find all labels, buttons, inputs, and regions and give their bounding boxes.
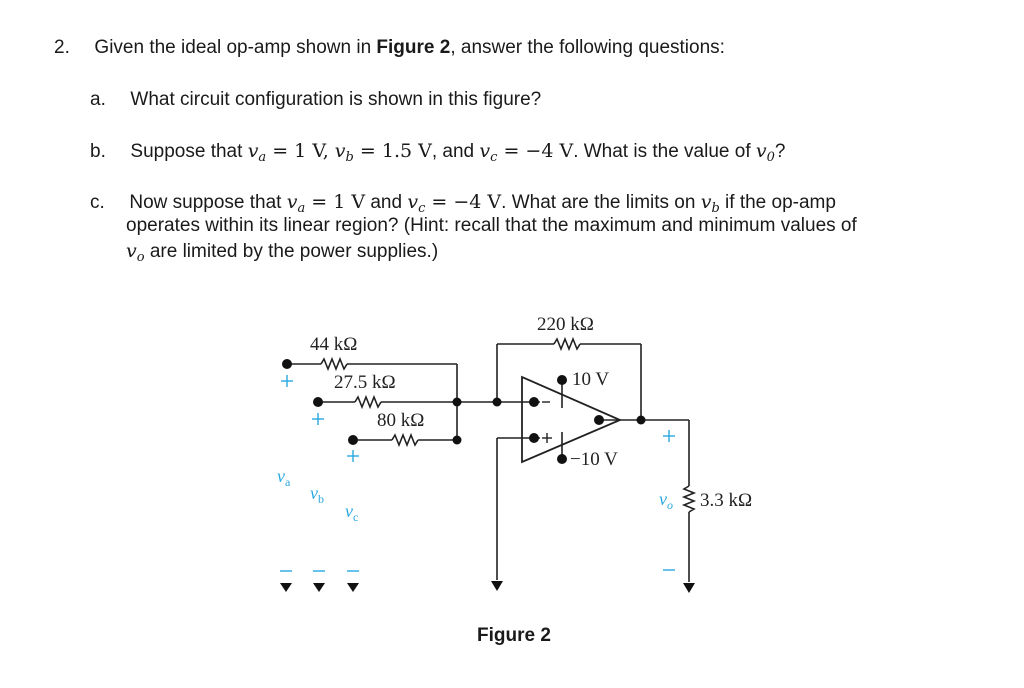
- noninverting-input-node: [529, 433, 539, 443]
- output-node: [637, 416, 646, 425]
- part-a-label: a.: [90, 89, 106, 110]
- output-terminal-node: [594, 415, 604, 425]
- question-intro-2: , answer the following questions:: [450, 37, 725, 58]
- resistor-44k: [321, 359, 347, 369]
- math-va: $v_a$: [286, 191, 306, 216]
- part-c-text-3: . What are the limits on: [501, 192, 701, 213]
- source-label-va: $v_a$: [277, 466, 291, 489]
- math-va-value: = 1 V,: [266, 140, 335, 162]
- source-label-vb: $v_b$: [310, 483, 324, 506]
- terminal-vb: [313, 397, 323, 407]
- junction-node: [453, 398, 462, 407]
- part-c-text-4: if the op-amp: [719, 192, 836, 213]
- math-vc-value: = −4 V: [497, 140, 574, 162]
- resistor-label-80k: 80 kΩ: [377, 410, 425, 431]
- part-c-label: c.: [90, 192, 105, 213]
- inverting-input-node: [529, 397, 539, 407]
- resistor-3-3k: [684, 486, 694, 512]
- question-number: 2.: [54, 37, 70, 58]
- terminal-vc: [348, 435, 358, 445]
- part-b-text: Suppose that: [130, 141, 248, 162]
- resistor-label-220k: 220 kΩ: [537, 314, 594, 335]
- positive-supply-node: [557, 375, 567, 385]
- part-c-text: Now suppose that: [129, 192, 287, 213]
- output-label-vo: $v_o$: [659, 489, 673, 512]
- resistor-label-3-3k: 3.3 kΩ: [700, 490, 753, 511]
- ground-arrow-icon: [347, 583, 359, 592]
- part-a-text: What circuit configuration is shown in this figure?: [130, 89, 542, 110]
- part-c-hint-text-2: are limited by the power supplies.): [144, 241, 439, 262]
- supply-label-positive: 10 V: [572, 369, 610, 390]
- figure-reference: Figure 2: [376, 37, 451, 58]
- resistor-label-44k: 44 kΩ: [310, 334, 358, 355]
- math-va-value: = 1 V: [305, 191, 366, 213]
- math-vb: $v_b$: [700, 191, 720, 216]
- math-vc: $v_c$: [479, 140, 498, 165]
- ground-arrow-icon: [683, 583, 695, 593]
- resistor-220k: [554, 339, 580, 349]
- ground-arrow-icon: [491, 581, 503, 591]
- math-vb-value: = 1.5 V: [353, 140, 432, 162]
- math-v0: $v_0$: [755, 140, 775, 165]
- part-c-text-2: and: [365, 192, 408, 213]
- part-b-text-3: . What is the value of: [573, 141, 756, 162]
- ground-arrow-icon: [280, 583, 292, 592]
- summing-node: [493, 398, 502, 407]
- part-b-text-4: ?: [774, 141, 786, 162]
- math-vc: $v_c$: [407, 191, 426, 216]
- math-vb: $v_b$: [334, 140, 354, 165]
- figure-caption: Figure 2: [477, 625, 551, 646]
- part-b-text-2: , and: [431, 141, 480, 162]
- part-b-label: b.: [90, 141, 106, 162]
- supply-label-negative: −10 V: [570, 449, 618, 470]
- resistor-27-5k: [355, 397, 381, 407]
- resistor-label-27-5k: 27.5 kΩ: [334, 372, 396, 393]
- resistor-80k: [392, 435, 418, 445]
- ground-arrow-icon: [313, 583, 325, 592]
- question-intro-1: Given the ideal op-amp shown in: [94, 37, 377, 58]
- terminal-va: [282, 359, 292, 369]
- math-vo: $v_o$: [126, 240, 145, 265]
- source-label-vc: $v_c$: [345, 501, 359, 524]
- math-vc-value: = −4 V: [425, 191, 502, 213]
- negative-supply-node: [557, 454, 567, 464]
- junction-node: [453, 436, 462, 445]
- math-va: $v_a$: [247, 140, 267, 165]
- part-c-hint-text: operates within its linear region? (Hint: recall that the maximum and minimum values of: [126, 215, 857, 236]
